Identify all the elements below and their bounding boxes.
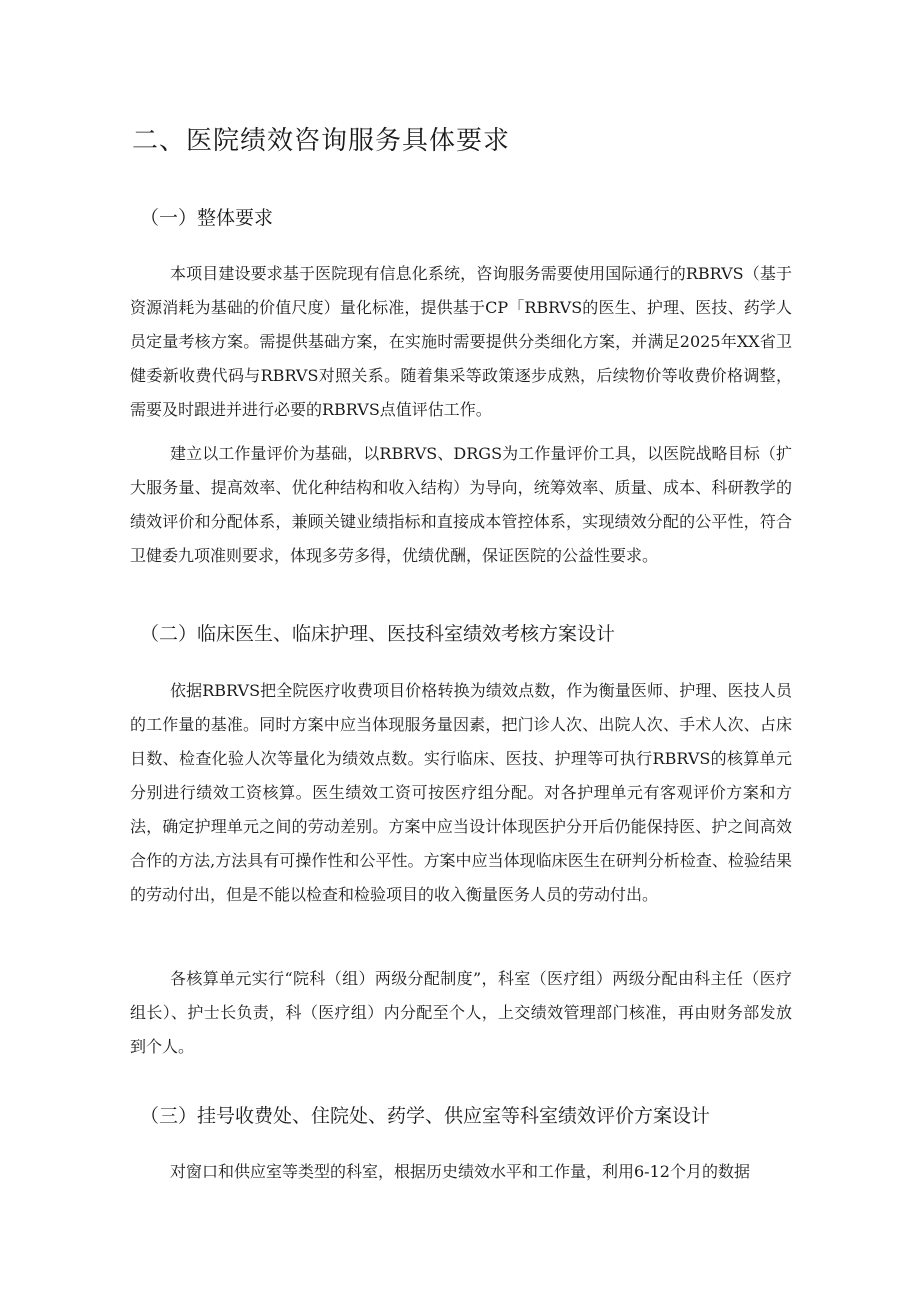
paragraph-2-2: 各核算单元实行“院科（组）两级分配制度”，科室（医疗组）两级分配由科主任（医疗组长）、护士长负责，科（医疗组）内分配至个人，上交绩效管理部门核准，再由财务部发放到个人。 bbox=[130, 969, 792, 1056]
subsection-title-2: （二）临床医生、临床护理、医技科室绩效考核方案设计 bbox=[140, 623, 616, 645]
paragraph-2-1: 依据RBRVS把全院医疗收费项目价格转换为绩效点数，作为衡量医师、护理、医技人员的工作量的基准。同时方案中应当体现服务量因素，把门诊人次、出院人次、手术人次、占床日数、检查化验人次等量化为绩效点数。实行临床、医技、护理等可执行RBRVS的核算单元分别进行绩效工资核算。医生绩效工资可按医疗组分配。对各护理单元有客观评价方案和方法，确定护理单元之间的劳动差别。方案中应当设计体现医护分开后仍能保持医、护之间高效合作的方法,方法具有可操作性和公平性。方案中应当体现临床医生在研判分析检查、检验结果的劳动付出，但是不能以检查和检验项目的收入衡量医务人员的劳动付出。 bbox=[130, 681, 792, 904]
paragraph-3-1: 对窗口和供应室等类型的科室，根据历史绩效水平和工作量，利用6-12个月的数据 bbox=[170, 1162, 750, 1181]
subsection-title-3: （三）挂号收费处、住院处、药学、供应室等科室绩效评价方案设计 bbox=[140, 1105, 711, 1127]
paragraph-1-1: 本项目建设要求基于医院现有信息化系统，咨询服务需要使用国际通行的RBRVS（基于资源消耗为基础的价值尺度）量化标准，提供基于CP「RBRVS的医生、护理、医技、药学人员定量考核方案。需提供基础方案，在实施时需要提供分类细化方案，并满足2025年XX省卫健委新收费代码与RBRVS对照关系。随着集采等政策逐步成熟，后续物价等收费价格调整，需要及时跟进并进行必要的RBRVS点值评估工作。 bbox=[130, 264, 792, 419]
subsection-title-1: （一）整体要求 bbox=[140, 207, 274, 229]
paragraph-1-2: 建立以工作量评价为基础，以RBRVS、DRGS为工作量评价工具，以医院战略目标（扩大服务量、提高效率、优化种结构和收入结构）为导向，统筹效率、质量、成本、科研教学的绩效评价和分配体系，兼顾关键业绩指标和直接成本管控体系，实现绩效分配的公平性，符合卫健委九项准则要求，体现多劳多得，优绩优酬，保证医院的公益性要求。 bbox=[130, 444, 792, 565]
section-heading: 二、医院绩效咨询服务具体要求 bbox=[132, 126, 511, 156]
